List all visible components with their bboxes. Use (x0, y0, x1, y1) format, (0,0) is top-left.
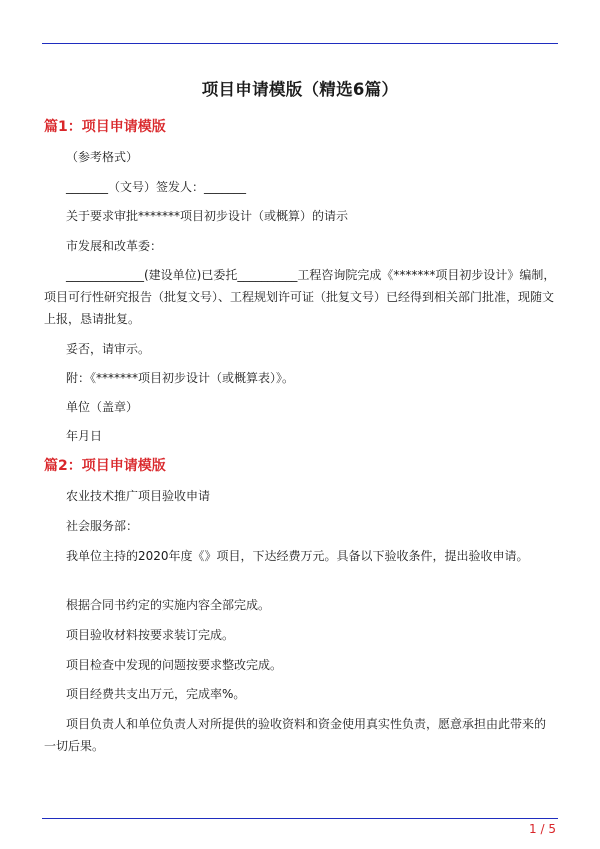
paragraph: 关于要求审批*******项目初步设计（或概算）的请示 (66, 209, 349, 223)
paragraph: 社会服务部： (66, 519, 139, 533)
paragraph: 项目经费共支出万元，完成率%。 (66, 687, 246, 701)
page-number: 1 / 5 (529, 822, 556, 836)
header-rule (42, 43, 558, 44)
paragraph-text: 项目负责人和单位负责人对所提供的验收资料和资金使用真实性负责，愿意承担由此带来的一切后果。 (44, 717, 547, 753)
paragraph: 农业技术推广项目验收申请 (66, 489, 211, 503)
section-2-heading: 篇2：项目申请模版 (44, 458, 166, 474)
paragraph: 年月日 (66, 429, 103, 443)
paragraph (44, 713, 556, 757)
paragraph: 根据合同书约定的实施内容全部完成。 (66, 598, 271, 612)
paragraph (44, 264, 556, 330)
paragraph: 妥否，请审示。 (66, 342, 151, 356)
paragraph: 市发展和改革委： (66, 239, 163, 253)
section-1-heading: 篇1：项目申请模版 (44, 119, 166, 135)
paragraph-text: 我单位主持的2020年度《》项目，下达经费万元。具备以下验收条件，提出验收申请。 (66, 549, 529, 563)
paragraph: 项目检查中发现的问题按要求整改完成。 (66, 658, 283, 672)
paragraph (44, 545, 556, 567)
paragraph: 项目验收材料按要求装订完成。 (66, 628, 235, 642)
paragraph: 附：《*******项目初步设计（或概算表）》。 (66, 371, 295, 385)
paragraph-text: _____________(建设单位)已委托__________工程咨询院完成《*******项目初步设计》编制，项目可行性研究报告（批复文号）、工程规划许可证（批复文号）已经得到相关部门批准，现随文上报，恳请批复。 (44, 268, 556, 326)
paragraph: _______（文号）签发人：_______ (66, 180, 247, 194)
paragraph: 单位（盖章） (66, 400, 139, 414)
paragraph: （参考格式） (66, 150, 139, 164)
document-title: 项目申请模版（精选6篇） (201, 80, 399, 99)
footer-rule (42, 818, 558, 819)
